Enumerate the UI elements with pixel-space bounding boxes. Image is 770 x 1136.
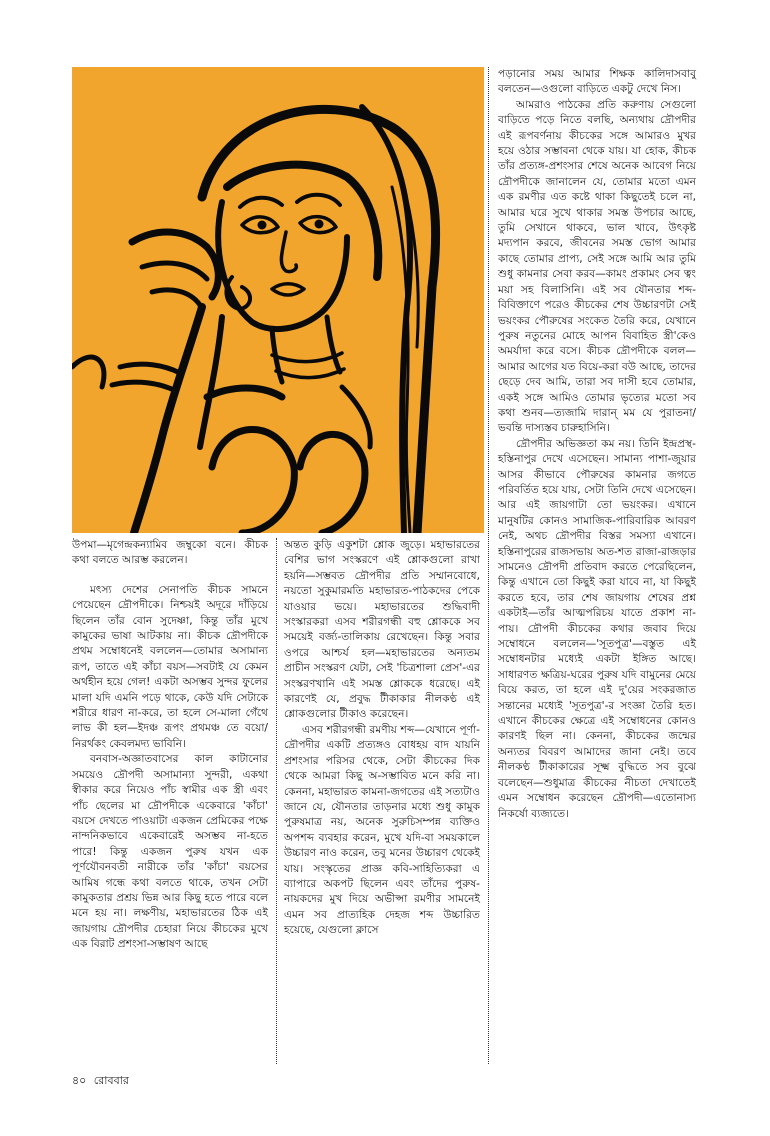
magazine-name: রোববার bbox=[93, 1074, 129, 1087]
column-divider bbox=[488, 67, 489, 1064]
column-middle bbox=[284, 538, 480, 939]
column-divider bbox=[276, 538, 277, 1064]
column-right bbox=[498, 67, 696, 822]
paragraph: পড়ানোর সময় আমার শিক্ষক কালিদাসবাবু বলতেন—ওগুলো বাড়িতে একটু দেখে নিস। bbox=[498, 68, 696, 96]
paragraph: অন্তত কুড়ি একুশটা শ্লোক জুড়ে। মহাভারতের বেশির ভাগ সংস্করণে এই শ্লোকগুলো রাখা হয়নি—সম্ভবত দ্রৌপদীর প্রতি সম্মানবোধে, নয়তো সুকুমারমতি মহাভারত-পাঠকদের পেকে যাওয়ার ভয়ে। মহাভারতের শুদ্ধিবাদী সংস্কারকরা এসব শরীরগন্ধী বহু শ্লোককে সব সময়েই বর্জ্য-তালিকায় রেখেছেন। কিন্তু সবার ওপরে আশ্চর্য হল—মহাভারতের অন্যতম প্রাচীন সংস্করণ যেটা, সেই 'চিত্রশালা প্রেস'-এর সংস্করণখানি এই সমস্ত শ্লোককে ধরেছে। এই কারণেই যে, প্রবুদ্ধ টীকাকার নীলকণ্ঠ এই শ্লোকগুলোর টীকাও করেছেন। bbox=[284, 539, 480, 721]
paragraph: দ্রৌপদীর অভিজ্ঞতা কম নয়। তিনি ইন্দ্রপ্রস্থ-হস্তিনাপুর দেখে এসেছেন। সামান্য পাশা-জুয়ার আসর কীভাবে পৌরুষের কামনার জগতে পরিবর্তিত হয়ে যায়, সেটা তিনি দেখে এসেছেন। আর এই জায়গাটা তো ভয়ংকর। এখানে মানুষটির কোনও সামাজিক-পারিবারিক আবরণ নেই, অথচ দ্রৌপদীর বিস্তর সমস্যা এখানে। হস্তিনাপুরের রাজসভায় অত-শত রাজা-রাজড়ার সামনেও দ্রৌপদী প্রতিবাদ করতে পেরেছিলেন, কিন্তু এখানে তো কিছুই করা যাবে না, যা কিছুই করতে হবে, তার শেষ জায়গায় শেষের প্রশ্ন একটাই—তাঁর আত্মপরিচয় যাতে প্রকাশ না-পায়। দ্রৌপদী কীচকের কথার জবাব দিয়ে সম্বোধনে বললেন—'সূতপুত্র'—বস্তুত এই সম্বোধনটার মধ্যেই একটা ইঙ্গিত আছে। সাধারণত ক্ষত্রিয়-ঘরের পুরুষ যদি বামুনের মেয়ে বিয়ে করত, তা হলে এই দু'য়ের সংকরজাত সন্তানের মধ্যেই 'সূতপুত্র'-র সংজ্ঞা তৈরি হত। এখানে কীচকের ক্ষেত্রে এই সম্বোধনের কোনও কারণই ছিল না। কেননা, কীচকের জন্মের অন্যতর বিবরণ আমাদের জানা নেই। তবে নীলকণ্ঠ টীকাকারের সূক্ষ্ম বুদ্ধিতে সব বুঝে বলেছেন—শুধুমাত্র কীচকের নীচতা দেখাতেই এমন সম্বোধন করেছেন দ্রৌপদী—এতোনাস্য নিকর্ষো ব্যজ্যতে। bbox=[498, 437, 696, 820]
paragraph: উপমা—মৃগেন্দ্রকন্যামিব জম্বুকো বনে। কীচক কথা বলতে আরম্ভ করলেন। bbox=[72, 539, 268, 567]
paragraph: মৎস্য দেশের সেনাপতি কীচক সামনে পেয়েছেন দ্রৌপদীকে। নিশ্চয়ই অদূরে দাঁড়িয়ে ছিলেন তাঁর বোন সুদেষ্ণা, কিন্তু তাঁর মুখে কামুকের ভাষা আটকায় না। কীচক দ্রৌপদীকে প্রথম সম্বোধনেই বললেন—তোমার অসামান্য রূপ, তাতে এই কাঁচা বয়স—সবটাই যে কেমন অর্থহীন হয়ে গেল! একটা অসম্ভব সুন্দর ফুলের মালা যদি এমনি পড়ে থাকে, কেউ যদি সেটাকে শরীরে ধারণ না-করে, তা হলে সে-মালা গেঁথে লাভ কী হল—ইদঞ্চ রূপং প্রথমঞ্চ তে বয়ো/নিরর্থকং কেবলমদ্য ভাবিনি। bbox=[72, 583, 268, 750]
page-number: ৪০ bbox=[72, 1074, 87, 1087]
paragraph: আমরাও পাঠকের প্রতি করুণায় সেগুলো বাড়িতে পড়ে নিতে বলছি, অন্যথায় দ্রৌপদীর এই রূপবর্ণনায় কীচকের সঙ্গে আমারও মুখর হয়ে ওঠার সম্ভাবনা থেকে যায়। যা হোক, কীচক তাঁর প্রত্যঙ্গ-প্রশংসার শেষে অনেক আবেগ নিয়ে দ্রৌপদীকে জানালেন যে, তোমার মতো এমন এক রমণীর এত কষ্টে থাকা কিছুতেই চলে না, আমার ঘরে সুখে থাকার সমস্ত উপচার আছে, তুমি সেখানে থাকবে, ভাল খাবে, উৎকৃষ্ট মদ্যপান করবে, জীবনের সমস্ত ভোগ আমার কাছে তোমার প্রাপ্য, সেই সঙ্গে আমি আর তুমি শুধু কামনার সেবা করব—কামং প্রকামং সেব ত্বং ময়া সহ বিলাসিনি। এই সব যৌনতার শব্দ-বিবিক্তাণে পরেও কীচকের শেষ উচ্চারণটা সেই ভয়ংকর পৌরুষের সংকেত তৈরি করে, যেখানে পুরুষ নতুনের মোহে আপন বিবাহিত স্ত্রী'কেও অমর্যাদা করে বসে। কীচক দ্রৌপদীকে বলল—আমার আগের যত বিয়ে-করা বউ আছে, তাদের ছেড়ে দেব আমি, তারা সব দাসী হবে তোমার, একই সঙ্গে আমিও তোমার ভৃত্যের মতো সব কথা শুনব—ত্যজামি দারান্ মম যে পুরাতনা/ভবন্তি দাস্যস্তব চারুহাসিনি। bbox=[498, 98, 696, 435]
illustration-woman bbox=[72, 67, 484, 533]
paragraph: বনবাস-অজ্ঞাতবাসের কাল কাটানোর সময়েও দ্রৌপদী অসামান্যা সুন্দরী, একথা স্বীকার করে নিয়েও পাঁচ স্বামীর এক স্ত্রী এবং পাঁচ ছেলের মা দ্রৌপদীকে একেবারে 'কাঁচা' বয়সে দেখতে পাওয়াটা একজন প্রেমিকের পক্ষে নান্দনিকভাবে একেবারেই অসম্ভব না-হতে পারে! কিন্তু একজন পুরুষ যখন এক পূর্ণযৌবনবতী নারীকে তাঁর 'কাঁচা' বয়সের আমিষ গন্ধে কথা বলতে থাকে, তখন সেটা কামুকতার প্রশ্রয় ভিন্ন আর কিছু হতে পারে বলে মনে হয় না। লক্ষণীয়, মহাভারতের ঠিক এই জায়গায় দ্রৌপদীর চেহারা নিয়ে কীচকের মুখে এক বিরাট প্রশংসা-সম্ভাষণ আছে bbox=[72, 753, 268, 951]
illustration-drawing bbox=[72, 67, 484, 533]
paragraph: এসব শরীরগন্ধী রমণীয় শব্দ—যেখানে পূর্ণা-দ্রৌপদীর একটি প্রত্যঙ্গও বোধহয় বাদ যায়নি প্রশংসার পরিসর থেকে, সেটা কীচকের দিক থেকে আমরা কিছু অ-সম্ভাবিত মনে করি না। কেননা, মহাভারত কামনা-জগতের এই সত্যটাও জানে যে, যৌনতার তাড়নার মধ্যে শুধু কামুক পুরুষমাত্র নয়, অনেক সুরুচিসম্পন্ন ব্যক্তিও অপশব্দ ব্যবহার করেন, মুখে যদি-বা সময়কালে উচ্চারণ নাও করেন, তবু মনের উচ্চারণ থেকেই যায়। সংস্কৃতের প্রাজ্ঞ কবি-সাহিত্যিকরা এ ব্যাপারে অকপট ছিলেন এবং তাঁদের পুরুষ-নায়কদের মুখ দিয়ে অভীপ্সা রমণীর সামনেই এমন সব প্রাত্যহিক দেহজ শব্দ উচ্চারিত হয়েছে, যেগুলো ক্লাসে bbox=[284, 723, 480, 937]
page-footer bbox=[72, 1072, 133, 1091]
column-left bbox=[72, 538, 268, 953]
